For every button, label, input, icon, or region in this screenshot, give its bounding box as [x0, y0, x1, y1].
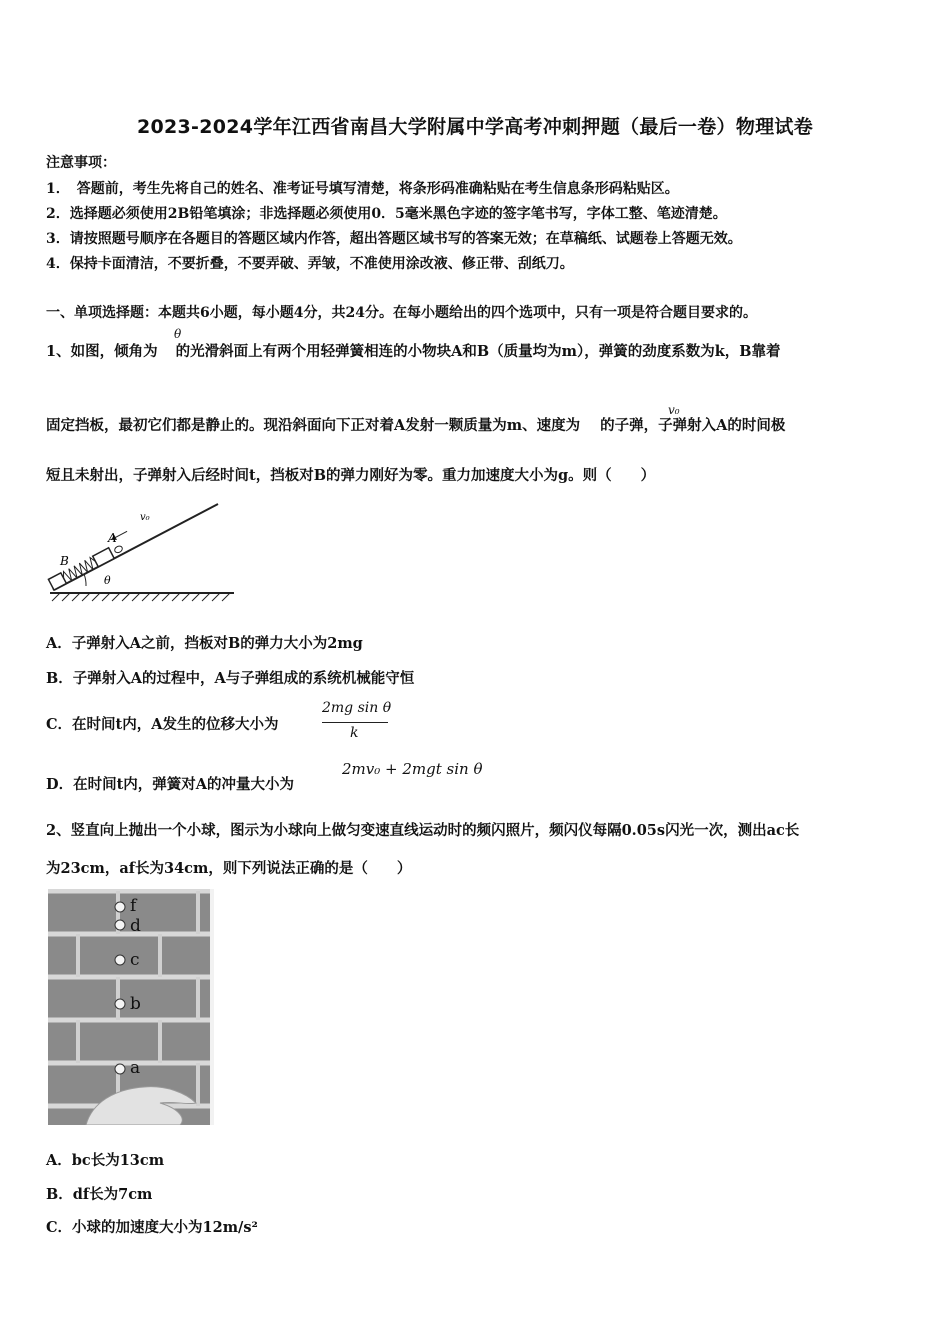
block-a — [93, 548, 115, 567]
q1-text-2b: 的子弹，子弹射入A的时间极 — [600, 417, 786, 434]
fraction-denominator: k — [350, 725, 359, 741]
page-title: 2023-2024学年江西省南昌大学附属中学高考冲刺押题（最后一卷）物理试卷 — [136, 116, 814, 138]
ball-d — [115, 920, 125, 930]
fraction-bar — [322, 722, 388, 723]
q1-line-3: 短且未射出，子弹射入后经时间t，挡板对B的弹力刚好为零。重力加速度大小为g。则（ ） — [46, 467, 656, 484]
incline-spring-figure — [46, 498, 242, 608]
ball-a — [115, 1064, 125, 1074]
q1-v0-symbol: v₀ — [668, 403, 680, 417]
q2-line-2: 为23cm，af长为34cm，则下列说法正确的是（ ） — [46, 860, 412, 877]
photo-label-b: b — [130, 994, 141, 1014]
notice-item-2: 2．选择题必须使用2B铅笔填涂；非选择题必须使用0．5毫米黑色字迹的签字笔书写，字体工整、笔迹清楚。 — [46, 206, 727, 222]
section-heading-single-choice: 一、单项选择题：本题共6小题，每小题4分，共24分。在每小题给出的四个选项中，只有一项是符合题目要求的。 — [46, 305, 757, 321]
ball-f — [115, 902, 125, 912]
q1-option-c[interactable]: C．在时间t内，A发生的位移大小为 — [46, 716, 279, 733]
label-theta: θ — [104, 574, 111, 587]
ground-hatch — [52, 593, 230, 601]
q1-option-a[interactable]: A．子弹射入A之前，挡板对B的弹力大小为2mg — [46, 635, 363, 652]
q1-line-1 — [46, 340, 781, 361]
q1-theta-symbol: θ — [174, 327, 182, 341]
photo-label-a: a — [130, 1058, 141, 1078]
q1-option-b[interactable]: B．子弹射入A的过程中，A与子弹组成的系统机械能守恒 — [46, 670, 415, 687]
photo-label-c: c — [130, 950, 140, 970]
q1-text-2a: 固定挡板，最初它们都是静止的。现沿斜面向下正对着A发射一颗质量为m、速度为 — [46, 417, 581, 434]
ball-c — [115, 955, 125, 965]
incline-surface — [54, 504, 218, 590]
notice-heading: 注意事项： — [46, 155, 116, 171]
q1-option-d-expression: 2mv₀ + 2mgt sin θ — [342, 760, 483, 778]
q1-text-1b: 的光滑斜面上有两个用轻弹簧相连的小物块A和B（质量均为m），弹簧的劲度系数为k，B靠着 — [175, 343, 781, 360]
notice-item-1: 1． 答题前，考生先将自己的姓名、准考证号填写清楚，将条形码准确粘贴在考生信息条形码粘贴区。 — [46, 181, 679, 197]
q2-option-c[interactable]: C．小球的加速度大小为12m/s² — [46, 1219, 258, 1236]
label-a: A — [108, 531, 117, 545]
q1-text-1a: 1、如图，倾角为 — [46, 343, 158, 360]
notice-item-4: 4．保持卡面清洁，不要折叠，不要弄破、弄皱，不准使用涂改液、修正带、刮纸刀。 — [46, 256, 574, 272]
angle-arc — [84, 574, 86, 586]
photo-label-d: d — [130, 916, 141, 936]
ball-b — [115, 999, 125, 1009]
strobe-photo — [48, 889, 214, 1125]
q1-option-d[interactable]: D．在时间t内，弹簧对A的冲量大小为 — [46, 776, 295, 793]
q2-option-a[interactable]: A．bc长为13cm — [46, 1152, 165, 1169]
q2-line-1: 2、竖直向上抛出一个小球，图示为小球向上做匀变速直线运动时的频闪照片，频闪仪每隔0.05s闪光一次，测出ac长 — [46, 822, 800, 839]
photo-edge — [210, 889, 214, 1125]
fraction-numerator: 2mg sin θ — [322, 700, 392, 716]
photo-label-f: f — [130, 896, 137, 916]
bullet — [114, 545, 124, 554]
q2-option-b[interactable]: B．df长为7cm — [46, 1186, 153, 1203]
label-b: B — [60, 554, 69, 568]
q1-line-2 — [46, 414, 785, 435]
label-v0: v₀ — [140, 512, 150, 523]
notice-item-3: 3．请按照题号顺序在各题目的答题区域内作答，超出答题区域书写的答案无效；在草稿纸、试题卷上答题无效。 — [46, 231, 742, 247]
